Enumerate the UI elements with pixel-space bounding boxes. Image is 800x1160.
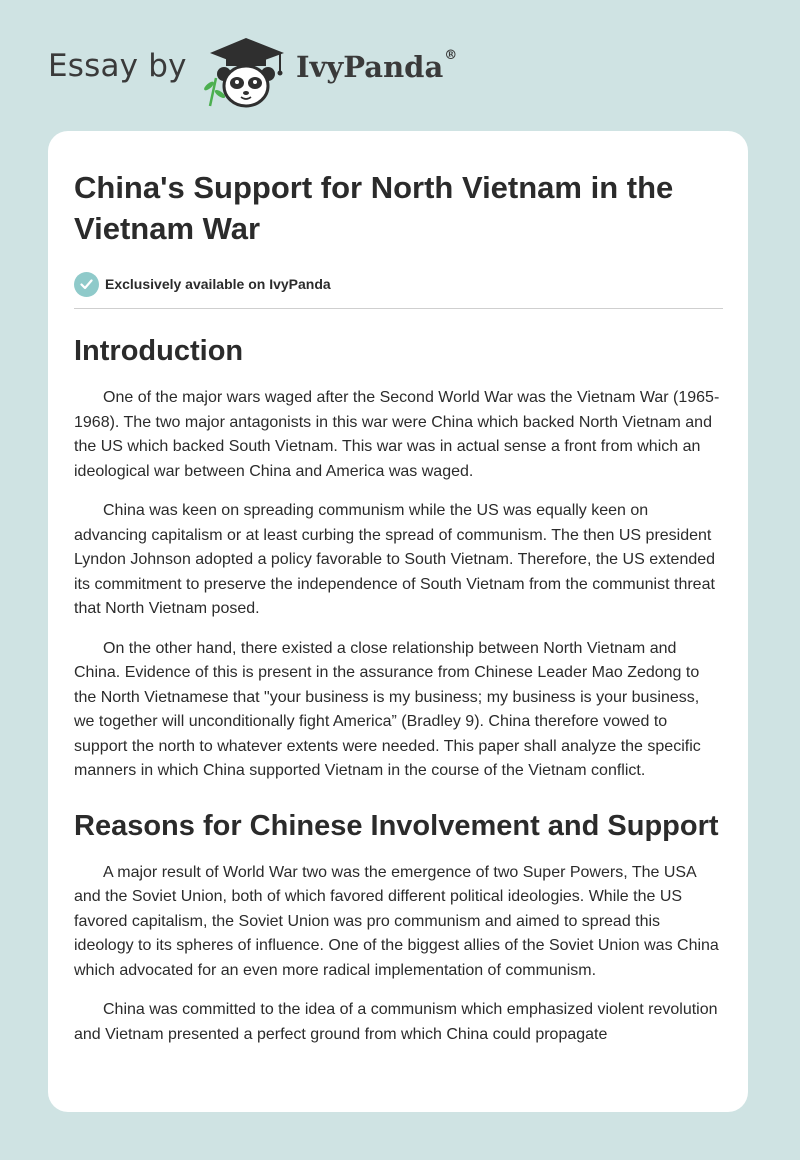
brand-name[interactable] [296, 50, 457, 84]
paragraph: On the other hand, there existed a close relationship between North Vietnam and China. Evidence of this is present in the assurance from Chinese Leader Mao Zedong to the North Vietnamese that "your business is my business; my business is your business, we together will unconditionally fight America” (Bradley 9). China therefore vowed to support the north to whatever extents were needed. This paper shall analyze the specific manners in which China supported Vietnam in the course of the Vietnam conflict. [74, 639, 701, 779]
checkmark-icon [74, 272, 99, 297]
essay-content [74, 167, 723, 1062]
panda-graduate-icon[interactable] [200, 36, 292, 110]
paragraph: A major result of World War two was the emergence of two Super Powers, The USA and the Soviet Union, both of which favored different political ideologies. While the US favored capitalism, the Soviet Union was pro communism and aimed to spread this ideology to its spheres of influence. One of the biggest allies of the Soviet Union was China which advocated for an even more radical implementation of communism. [74, 863, 719, 979]
section-heading-introduction: Introduction [74, 335, 244, 367]
section-heading-reasons: Reasons for Chinese Involvement and Support [74, 809, 719, 842]
essay-card [48, 131, 748, 1112]
paragraph: One of the major wars waged after the Second World War was the Vietnam War (1965-1968). The two major antagonists in this war were China which backed North Vietnam and the US which backed South Vietnam. This war was in actual sense a front from which an ideological war between China and America was waged. [74, 389, 720, 480]
exclusive-badge [74, 271, 723, 297]
brand-prefix: Essay by [48, 48, 187, 84]
site-header [0, 0, 800, 130]
divider [74, 308, 723, 309]
paragraph: China was committed to the idea of a communism which emphasized violent revolution and Vietnam presented a perfect ground from which China could propagate [74, 1001, 718, 1043]
brand-name-text: IvyPanda [296, 50, 444, 84]
paragraph: China was keen on spreading communism while the US was equally keen on advancing capitalism or at least curbing the spread of communism. The then US president Lyndon Johnson adopted a policy favorable to South Vietnam. Therefore, the US extended its commitment to preserve the independence of South Vietnam from the communist threat that North Vietnam posed. [74, 502, 716, 617]
registered-mark: ® [444, 48, 458, 63]
exclusive-label: Exclusively available on IvyPanda [105, 276, 331, 292]
essay-title: China's Support for North Vietnam in the Vietnam War [74, 170, 674, 246]
